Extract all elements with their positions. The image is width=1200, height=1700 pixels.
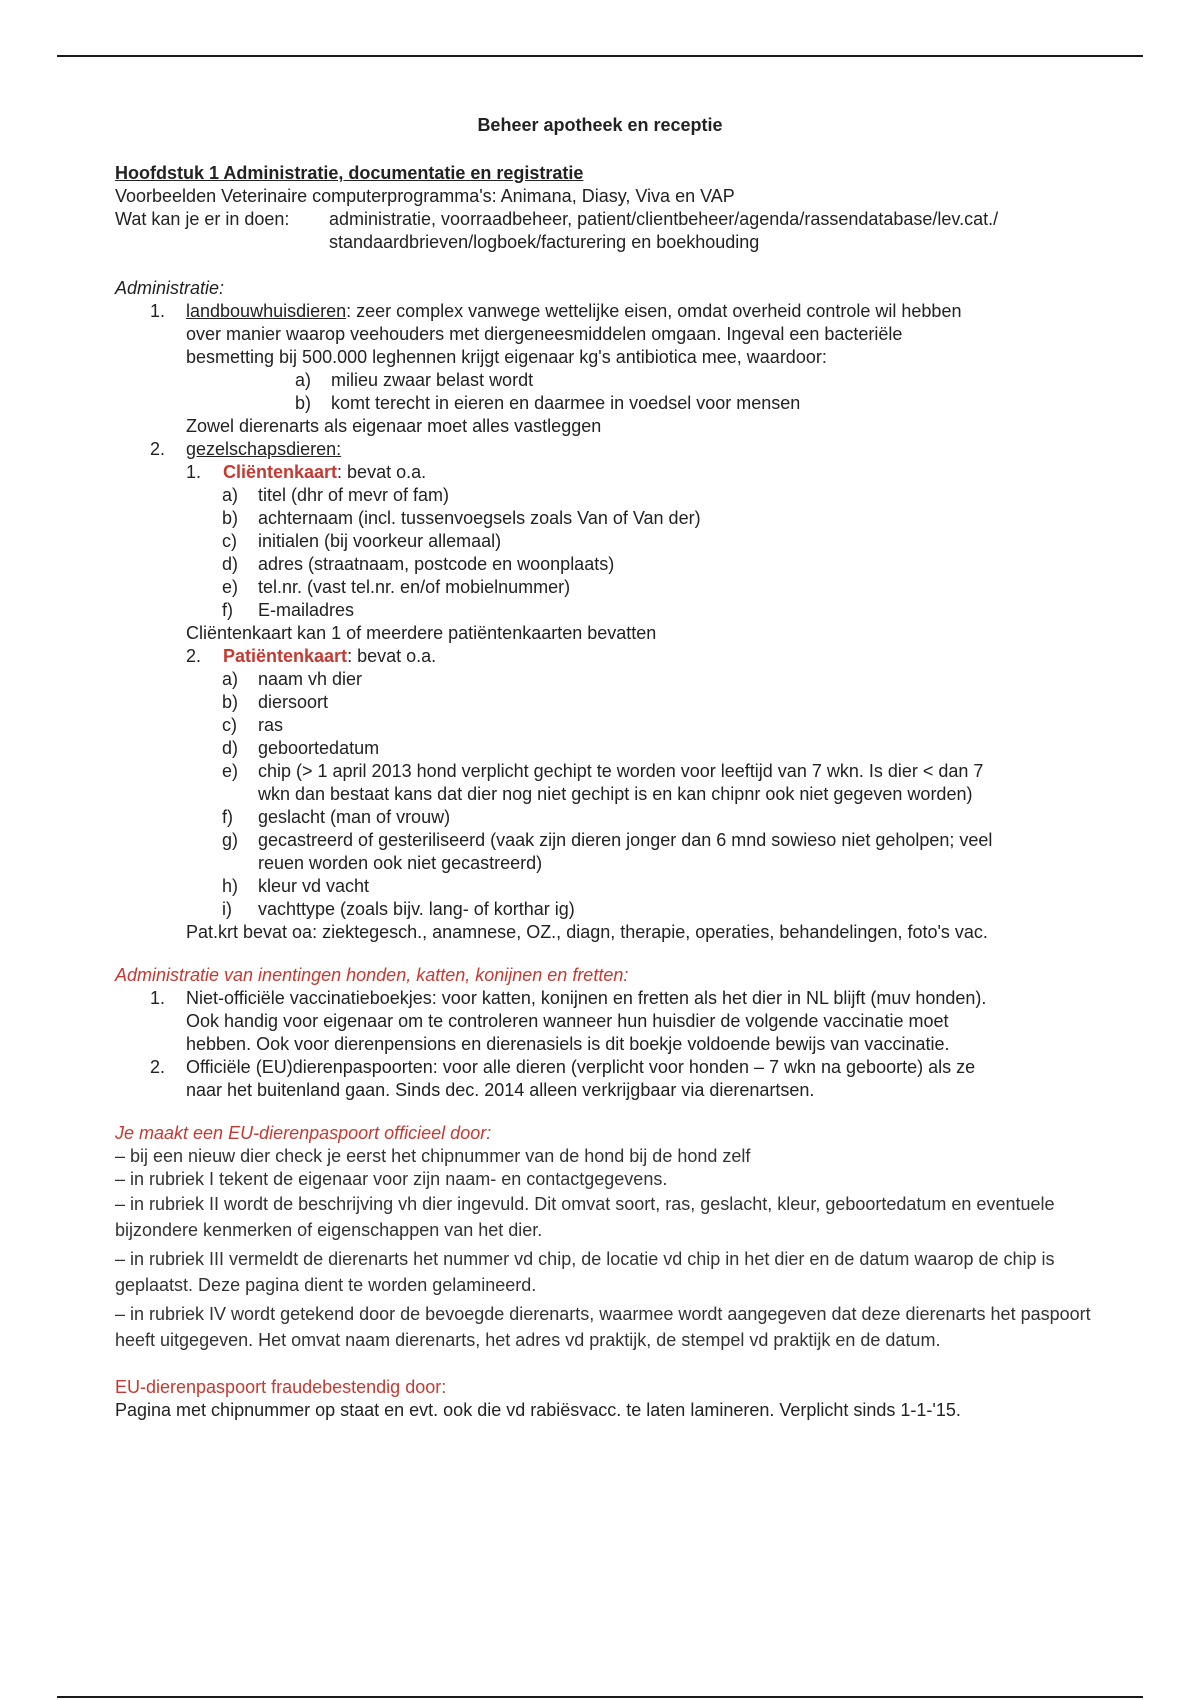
examples-line: Voorbeelden Veterinaire computerprogramma's: Animana, Diasy, Viva en VAP [115,186,735,206]
list-item: a) titel (dhr of mevr of fam) [222,485,450,505]
list-item: b) komt terecht in eieren en daarmee in voedsel voor mensen [295,393,801,413]
list-item-landbouw [115,300,1115,323]
list-item: f) E-mailadres [222,600,355,620]
paspoort-heading: Je maakt een EU-dierenpaspoort officieel door: [115,1123,492,1143]
patientenkaart-label: Patiëntenkaart [223,646,348,666]
list-item: e) chip (> 1 april 2013 hond verplicht gechipt te worden voor leeftijd van 7 wkn. Is dier < dan 7 wkn dan bestaat kans dat dier nog niet gechipt is en kan chipnr ook niet gegeven worden) [222,761,984,804]
wat-kan-label: Wat kan je er in doen: [115,209,290,229]
paspoort-p5: – in rubriek IV wordt getekend door de bevoegde dierenarts, waarmee wordt aangegeven dat deze dierenarts het paspoort heeft uitgegeven. Het omvat naam dierenarts, het adres vd praktijk, de stempel vd praktijk en de datum. [115,1304,1091,1350]
list-item: c) ras [222,715,284,735]
list-item: 1. Niet-officiële vaccinatieboekjes: voor katten, konijnen en fretten als het dier in NL blijft (muv honden). Ook handig voor eigenaar om te controleren wanneer hun huisdier de volgende vaccinatie moet hebben. Ook voor dierenpensions en dierenasiels is dit boekje voldoende bewijs van vaccinatie. [150,988,987,1054]
chapter-heading: Hoofdstuk 1 Administratie, documentatie en registratie [115,163,584,183]
patientenkaart-after: Pat.krt bevat oa: ziektegesch., anamnese, OZ., diagn, therapie, operaties, behandelingen, foto's vac. [186,922,988,942]
list-item: a) milieu zwaar belast wordt [295,370,534,390]
top-rule [57,55,1143,57]
wat-kan-row [115,208,1115,254]
list-item: b) achternaam (incl. tussenvoegsels zoals Van of Van der) [222,508,701,528]
list-item-gezelschap [115,438,1115,461]
paspoort-p3: – in rubriek II wordt de beschrijving vh dier ingevuld. Dit omvat soort, ras, geslacht, kleur, geboortedatum en eventuele bijzondere kenmerken of eigenschappen van het dier. [115,1194,1055,1240]
landbouw-text-2: over manier waarop veehouders met diergeneesmiddelen omgaan. Ingeval een bacteriële [186,324,903,344]
list-item: c) initialen (bij voorkeur allemaal) [222,531,502,551]
wat-kan-line-2: standaardbrieven/logboek/facturering en boekhouding [329,232,760,252]
list-item: g) gecastreerd of gesteriliseerd (vaak zijn dieren jonger dan 6 mnd sowieso niet geholpen; veel reuen worden ook niet gecastreerd) [222,830,993,873]
list-item: e) tel.nr. (vast tel.nr. en/of mobielnummer) [222,577,571,597]
document-body [115,114,1115,1422]
landbouw-label: landbouwhuisdieren [186,301,347,321]
inentingen-heading: Administratie van inentingen honden, katten, konijnen en fretten: [115,965,629,985]
wat-kan-line-1: administratie, voorraadbeheer, patient/clientbeheer/agenda/rassendatabase/lev.cat./ [329,209,999,229]
list-item: h) kleur vd vacht [222,876,370,896]
paspoort-p1: – bij een nieuw dier check je eerst het chipnummer van de hond bij de hond zelf [115,1146,751,1166]
list-number: 2. [150,439,166,459]
clientenkaart-item: 1. Cliëntenkaart: bevat o.a. [186,462,427,482]
administratie-heading: Administratie: [115,278,225,298]
list-item: b) diersoort [222,692,329,712]
list-item: 2. Officiële (EU)dierenpaspoorten: voor alle dieren (verplicht voor honden – 7 wkn na geboorte) als ze naar het buitenland gaan. Sinds dec. 2014 alleen verkrijgbaar via dierenartsen. [150,1057,976,1100]
list-item: d) adres (straatnaam, postcode en woonplaats) [222,554,615,574]
patientenkaart-item: 2. Patiëntenkaart: bevat o.a. [186,646,437,666]
landbouw-text-3: besmetting bij 500.000 leghennen krijgt eigenaar kg's antibiotica mee, waardoor: [186,347,827,367]
clientenkaart-label: Cliëntenkaart [223,462,338,482]
fraude-text: Pagina met chipnummer op staat en evt. ook die vd rabiësvacc. te laten lamineren. Verplicht sinds 1-1-'15. [115,1400,961,1420]
list-number: 1. [150,301,166,321]
landbouw-text-1: : zeer complex vanwege wettelijke eisen, omdat overheid controle wil hebben [346,301,962,321]
list-item: d) geboortedatum [222,738,380,758]
bottom-rule [57,1696,1143,1698]
list-item: f) geslacht (man of vrouw) [222,807,451,827]
landbouw-after: Zowel dierenarts als eigenaar moet alles vastleggen [186,416,602,436]
clientenkaart-after: Cliëntenkaart kan 1 of meerdere patiëntenkaarten bevatten [186,623,657,643]
page-title: Beheer apotheek en receptie [477,115,723,135]
paspoort-p2: – in rubriek I tekent de eigenaar voor zijn naam- en contactgegevens. [115,1169,668,1189]
wat-kan-body [329,208,1115,254]
gezelschap-label: gezelschapsdieren: [186,439,342,459]
paspoort-p4: – in rubriek III vermeldt de dierenarts het nummer vd chip, de locatie vd chip in het dier en de datum waarop de chip is geplaatst. Deze pagina dient te worden gelamineerd. [115,1249,1055,1295]
paspoort-section [115,1122,1115,1353]
fraude-heading: EU-dierenpaspoort fraudebestendig door: [115,1377,447,1397]
list-item: i) vachttype (zoals bijv. lang- of korthar ig) [222,899,575,919]
list-item: a) naam vh dier [222,669,363,689]
